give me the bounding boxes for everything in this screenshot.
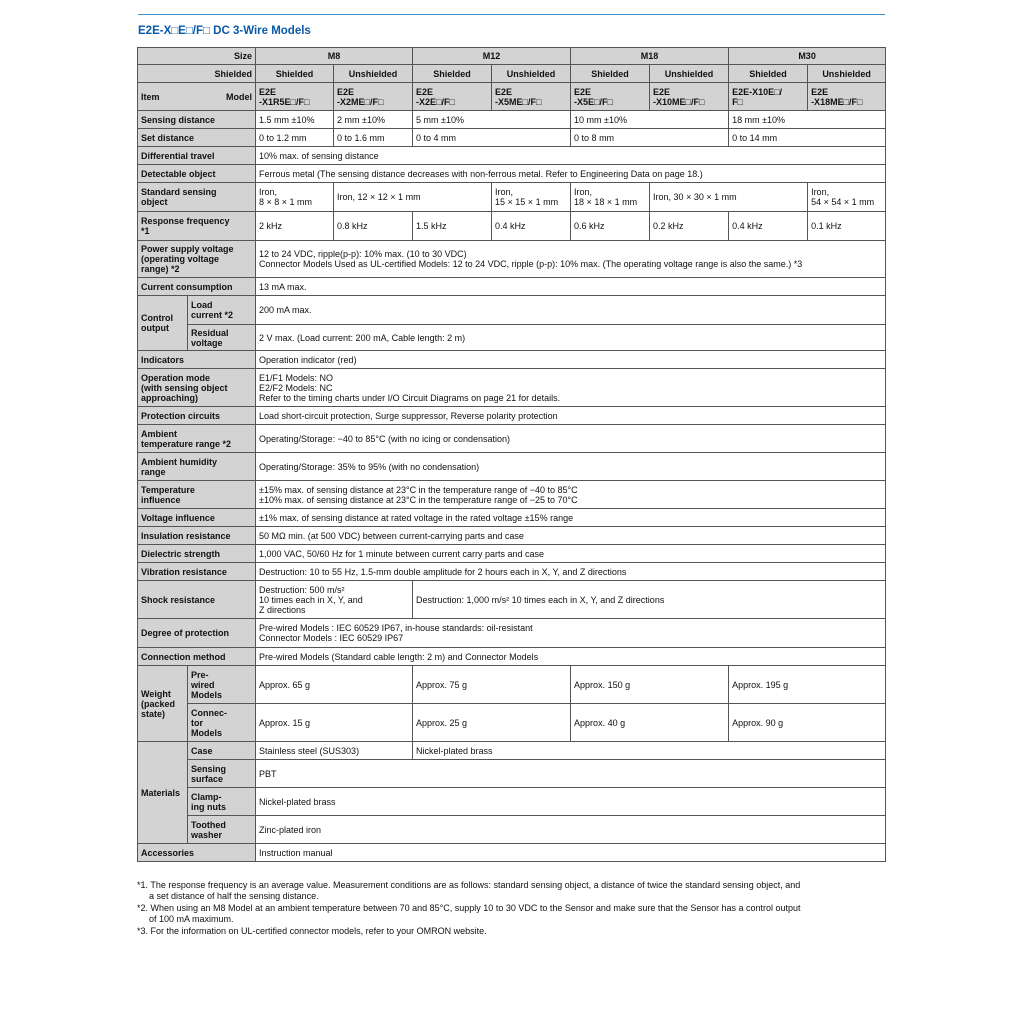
row-materials-nuts [138, 788, 886, 816]
value-cell: 0 to 4 mm [413, 129, 571, 147]
model-name: E2E -X10ME□/F□ [650, 83, 729, 111]
row-label: Materials [138, 742, 188, 844]
shield-type: Shielded [729, 65, 808, 83]
value-cell: Approx. 15 g [256, 704, 413, 742]
value-cell: Destruction: 10 to 55 Hz, 1.5-mm double amplitude for 2 hours each in X, Y, and Z directions [256, 563, 886, 581]
sub-label: Load current *2 [188, 296, 256, 325]
value-cell: 5 mm ±10% [413, 111, 571, 129]
shield-type: Unshielded [808, 65, 886, 83]
model-name: E2E -X18ME□/F□ [808, 83, 886, 111]
row-label: Shock resistance [138, 581, 256, 619]
row-operation-mode [138, 369, 886, 407]
value-cell: 0.1 kHz [808, 212, 886, 241]
row-label: Response frequency *1 [138, 212, 256, 241]
row-label: Protection circuits [138, 407, 256, 425]
row-protection-circuits [138, 407, 886, 425]
row-ambient-humidity [138, 453, 886, 481]
value-cell: Iron, 12 × 12 × 1 mm [334, 183, 492, 212]
row-label: Weight (packed state) [138, 666, 188, 742]
row-insulation-resistance [138, 527, 886, 545]
value-cell: Ferrous metal (The sensing distance decreases with non-ferrous metal. Refer to Engineering Data on page 18.) [256, 165, 886, 183]
model-name: E2E -X5ME□/F□ [492, 83, 571, 111]
value-cell: Destruction: 1,000 m/s² 10 times each in X, Y, and Z directions [413, 581, 886, 619]
row-label: Vibration resistance [138, 563, 256, 581]
size-label: Size [138, 48, 256, 65]
value-cell: 2 mm ±10% [334, 111, 413, 129]
row-label: Accessories [138, 844, 256, 862]
row-shock-resistance [138, 581, 886, 619]
shielded-label: Shielded [138, 65, 256, 83]
row-voltage-influence [138, 509, 886, 527]
value-cell: Iron, 30 × 30 × 1 mm [650, 183, 808, 212]
value-cell: 50 MΩ min. (at 500 VDC) between current-carrying parts and case [256, 527, 886, 545]
page-title: E2E-X□E□/F□ DC 3-Wire Models [138, 25, 311, 37]
row-materials-case [138, 742, 886, 760]
row-label: Standard sensing object [138, 183, 256, 212]
value-cell: Nickel-plated brass [256, 788, 886, 816]
value-cell: 200 mA max. [256, 296, 886, 325]
row-detectable-object [138, 165, 886, 183]
sub-label: Connec- tor Models [188, 704, 256, 742]
value-cell: 0 to 1.2 mm [256, 129, 334, 147]
row-label: Power supply voltage (operating voltage range) *2 [138, 241, 256, 278]
sub-label: Case [188, 742, 256, 760]
model-label: Model [188, 83, 256, 111]
row-label: Insulation resistance [138, 527, 256, 545]
value-cell: 18 mm ±10% [729, 111, 886, 129]
top-rule [138, 14, 885, 15]
row-label: Connection method [138, 648, 256, 666]
row-materials-washer [138, 816, 886, 844]
model-name: E2E -X1R5E□/F□ [256, 83, 334, 111]
value-cell: 13 mA max. [256, 278, 886, 296]
sub-label: Sensing surface [188, 760, 256, 788]
value-cell: 0 to 1.6 mm [334, 129, 413, 147]
value-cell: Approx. 40 g [571, 704, 729, 742]
row-label: Ambient temperature range *2 [138, 425, 256, 453]
row-label: Temperature influence [138, 481, 256, 509]
value-cell: Approx. 195 g [729, 666, 886, 704]
value-cell: 1.5 mm ±10% [256, 111, 334, 129]
value-cell: Approx. 65 g [256, 666, 413, 704]
shield-type: Unshielded [492, 65, 571, 83]
value-cell: Approx. 90 g [729, 704, 886, 742]
row-set-distance [138, 129, 886, 147]
row-label: Differential travel [138, 147, 256, 165]
row-degree-of-protection [138, 619, 886, 648]
row-label: Degree of protection [138, 619, 256, 648]
sub-label: Toothed washer [188, 816, 256, 844]
row-label: Control output [138, 296, 188, 351]
value-cell: Nickel-plated brass [413, 742, 886, 760]
row-materials-surface [138, 760, 886, 788]
value-cell: Approx. 150 g [571, 666, 729, 704]
row-label: Ambient humidity range [138, 453, 256, 481]
size-m18: M18 [571, 48, 729, 65]
value-cell: 0.4 kHz [492, 212, 571, 241]
model-name: E2E -X5E□/F□ [571, 83, 650, 111]
row-label: Operation mode (with sensing object approaching) [138, 369, 256, 407]
size-m12: M12 [413, 48, 571, 65]
value-cell: 12 to 24 VDC, ripple(p-p): 10% max. (10 to 30 VDC) Connector Models Used as UL-certified Models: 12 to 24 VDC, ripple (p-p): 10% max. (The operating voltage range is also the same.) *3 [256, 241, 886, 278]
value-cell: E1/F1 Models: NO E2/F2 Models: NC Refer to the timing charts under I/O Circuit Diagrams on page 21 for details. [256, 369, 886, 407]
value-cell: Operation indicator (red) [256, 351, 886, 369]
value-cell: Approx. 75 g [413, 666, 571, 704]
value-cell: Iron, 8 × 8 × 1 mm [256, 183, 334, 212]
shield-type: Shielded [571, 65, 650, 83]
value-cell: Operating/Storage: 35% to 95% (with no condensation) [256, 453, 886, 481]
row-current-consumption [138, 278, 886, 296]
row-label: Dielectric strength [138, 545, 256, 563]
value-cell: Approx. 25 g [413, 704, 571, 742]
row-connection-method [138, 648, 886, 666]
model-name: E2E -X2ME□/F□ [334, 83, 413, 111]
value-cell: Pre-wired Models (Standard cable length: 2 m) and Connector Models [256, 648, 886, 666]
row-sensing-distance [138, 111, 886, 129]
model-name: E2E-X10E□/ F□ [729, 83, 808, 111]
value-cell: Instruction manual [256, 844, 886, 862]
value-cell: 0 to 14 mm [729, 129, 886, 147]
row-power-supply [138, 241, 886, 278]
shield-type: Shielded [413, 65, 492, 83]
value-cell: Destruction: 500 m/s² 10 times each in X, Y, and Z directions [256, 581, 413, 619]
row-weight-prewired [138, 666, 886, 704]
value-cell: Iron, 15 × 15 × 1 mm [492, 183, 571, 212]
value-cell: 10 mm ±10% [571, 111, 729, 129]
value-cell: 0.2 kHz [650, 212, 729, 241]
row-label: Sensing distance [138, 111, 256, 129]
value-cell: Operating/Storage: −40 to 85°C (with no icing or condensation) [256, 425, 886, 453]
row-differential-travel [138, 147, 886, 165]
value-cell: Pre-wired Models : IEC 60529 IP67, in-house standards: oil-resistant Connector Models : IEC 60529 IP67 [256, 619, 886, 648]
row-indicators [138, 351, 886, 369]
row-temperature-influence [138, 481, 886, 509]
row-label: Detectable object [138, 165, 256, 183]
shield-type: Unshielded [334, 65, 413, 83]
row-weight-connector [138, 704, 886, 742]
item-label: Item [138, 83, 188, 111]
value-cell: ±1% max. of sensing distance at rated voltage in the rated voltage ±15% range [256, 509, 886, 527]
footnote: *2. When using an M8 Model at an ambient temperature between 70 and 85°C, supply 10 to 30 VDC to the Sensor and make sure that the Sensor has a control output of 100 mA maximum. [137, 903, 801, 924]
row-response-frequency [138, 212, 886, 241]
row-accessories [138, 844, 886, 862]
sub-label: Clamp- ing nuts [188, 788, 256, 816]
size-m30: M30 [729, 48, 886, 65]
value-cell: 2 V max. (Load current: 200 mA, Cable length: 2 m) [256, 325, 886, 351]
row-vibration-resistance [138, 563, 886, 581]
shield-type: Shielded [256, 65, 334, 83]
value-cell: Iron, 54 × 54 × 1 mm [808, 183, 886, 212]
row-label: Voltage influence [138, 509, 256, 527]
value-cell: 1.5 kHz [413, 212, 492, 241]
value-cell: Iron, 18 × 18 × 1 mm [571, 183, 650, 212]
footnotes [137, 880, 887, 938]
value-cell: 10% max. of sensing distance [256, 147, 886, 165]
model-name: E2E -X2E□/F□ [413, 83, 492, 111]
row-label: Current consumption [138, 278, 256, 296]
spec-table [137, 47, 886, 862]
footnote: *1. The response frequency is an average value. Measurement conditions are as follows: standard sensing object, a distance of twice the standard sensing object, and a set distance of half the sensing distance. [137, 880, 801, 901]
value-cell: PBT [256, 760, 886, 788]
value-cell: 1,000 VAC, 50/60 Hz for 1 minute between current carry parts and case [256, 545, 886, 563]
value-cell: 0 to 8 mm [571, 129, 729, 147]
value-cell: Load short-circuit protection, Surge suppressor, Reverse polarity protection [256, 407, 886, 425]
value-cell: 0.6 kHz [571, 212, 650, 241]
size-m8: M8 [256, 48, 413, 65]
shield-type: Unshielded [650, 65, 729, 83]
value-cell: Stainless steel (SUS303) [256, 742, 413, 760]
value-cell: 0.8 kHz [334, 212, 413, 241]
row-ambient-temperature [138, 425, 886, 453]
value-cell: ±15% max. of sensing distance at 23°C in the temperature range of −40 to 85°C ±10% max. of sensing distance at 23°C in the temperature range of −25 to 70°C [256, 481, 886, 509]
header-size-row [138, 48, 886, 65]
row-control-output-residual [138, 325, 886, 351]
sub-label: Pre- wired Models [188, 666, 256, 704]
row-dielectric-strength [138, 545, 886, 563]
row-control-output-load [138, 296, 886, 325]
row-standard-object [138, 183, 886, 212]
header-shield-row [138, 65, 886, 83]
sub-label: Residual voltage [188, 325, 256, 351]
value-cell: 0.4 kHz [729, 212, 808, 241]
row-label: Set distance [138, 129, 256, 147]
row-label: Indicators [138, 351, 256, 369]
footnote: *3. For the information on UL-certified connector models, refer to your OMRON website. [137, 926, 487, 936]
value-cell: 2 kHz [256, 212, 334, 241]
header-model-row [138, 83, 886, 111]
value-cell: Zinc-plated iron [256, 816, 886, 844]
